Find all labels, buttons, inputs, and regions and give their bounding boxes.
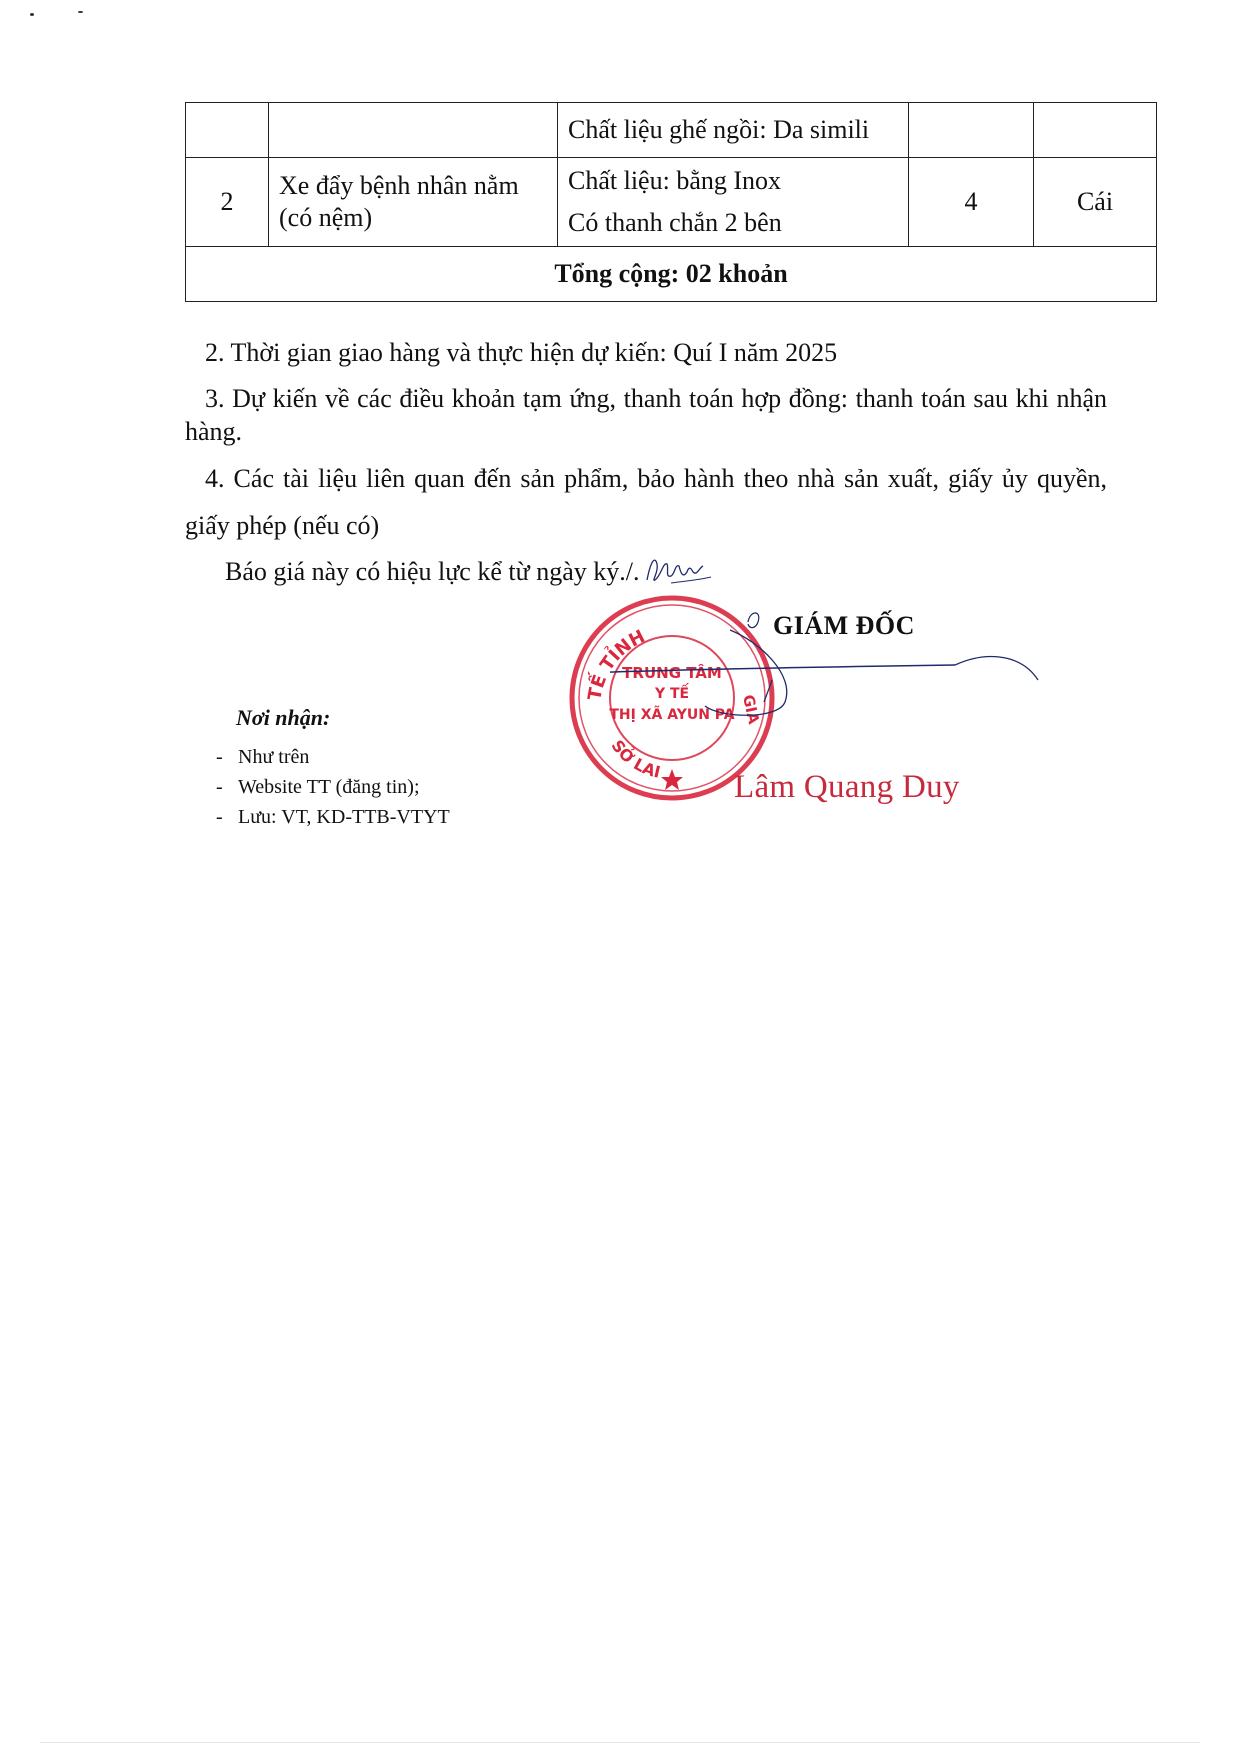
stamp-outer-text-top: TẾ TỈNH: [584, 626, 649, 703]
scan-specks: [30, 10, 100, 22]
recipient-label: Website TT (đăng tin);: [238, 776, 420, 798]
table-row: [186, 158, 1157, 247]
stamp-inner-line-1: TRUNG TÂM: [622, 664, 722, 682]
recipients-list: [216, 742, 450, 832]
stamp-inner-line-3: THỊ XÃ AYUN PA: [609, 707, 735, 723]
items-table: [185, 102, 1157, 302]
director-title: GIÁM ĐỐC: [773, 611, 915, 640]
cell-name: [269, 103, 558, 158]
spec-line: Chất liệu: bằng Inox: [568, 165, 782, 195]
list-item: - Như trên: [216, 746, 310, 768]
signer-name: Lâm Quang Duy: [734, 769, 960, 805]
cell-qty: [909, 103, 1034, 158]
recipients-title: Nơi nhận:: [236, 705, 331, 730]
spec-line: Chất liệu ghế ngồi: Da simili: [568, 114, 870, 144]
cell-spec: [558, 158, 909, 247]
recipient-label: Như trên: [238, 746, 310, 768]
cell-spec: [558, 103, 909, 158]
table-row: [186, 103, 1157, 158]
total-row: [186, 247, 1157, 302]
list-item: - Lưu: VT, KD-TTB-VTYT: [216, 806, 450, 828]
cell-unit: [1034, 103, 1157, 158]
stamp-star-icon: [661, 769, 683, 790]
documents-paragraph: 4. Các tài liệu liên quan đến sản phẩm, bảo hành theo nhà sản xuất, giấy ủy quyền, giấy phép (nếu có): [185, 464, 1107, 541]
payment-terms-paragraph: 3. Dự kiến về các điều khoản tạm ứng, thanh toán hợp đồng: thanh toán sau khi nhận hàng.: [185, 384, 1107, 447]
scan-edge-line: [40, 1742, 1200, 1743]
stamp-outer-text-bottom: SỞ LAI: [607, 736, 663, 782]
cell-stt: [186, 103, 269, 158]
validity-text: Báo giá này có hiệu lực kể từ ngày ký./.: [225, 557, 640, 586]
list-item: - Website TT (đăng tin);: [216, 776, 420, 798]
recipient-label: Lưu: VT, KD-TTB-VTYT: [238, 806, 450, 828]
stamp-inner-line-2: Y TẾ: [654, 686, 690, 702]
cell-qty: 4: [909, 158, 1034, 247]
spec-line: Có thanh chắn 2 bên: [568, 208, 782, 237]
delivery-time-paragraph: 2. Thời gian giao hàng và thực hiện dự kiến: Quí I năm 2025: [205, 338, 838, 367]
stamp-outer-text-right: GIA: [739, 693, 763, 726]
cell-unit: Cái: [1034, 158, 1157, 247]
cell-name: Xe đẩy bệnh nhân nằm (có nệm): [269, 158, 558, 247]
cell-stt: 2: [186, 158, 269, 247]
total-cell: Tổng cộng: 02 khoản: [186, 247, 1157, 302]
